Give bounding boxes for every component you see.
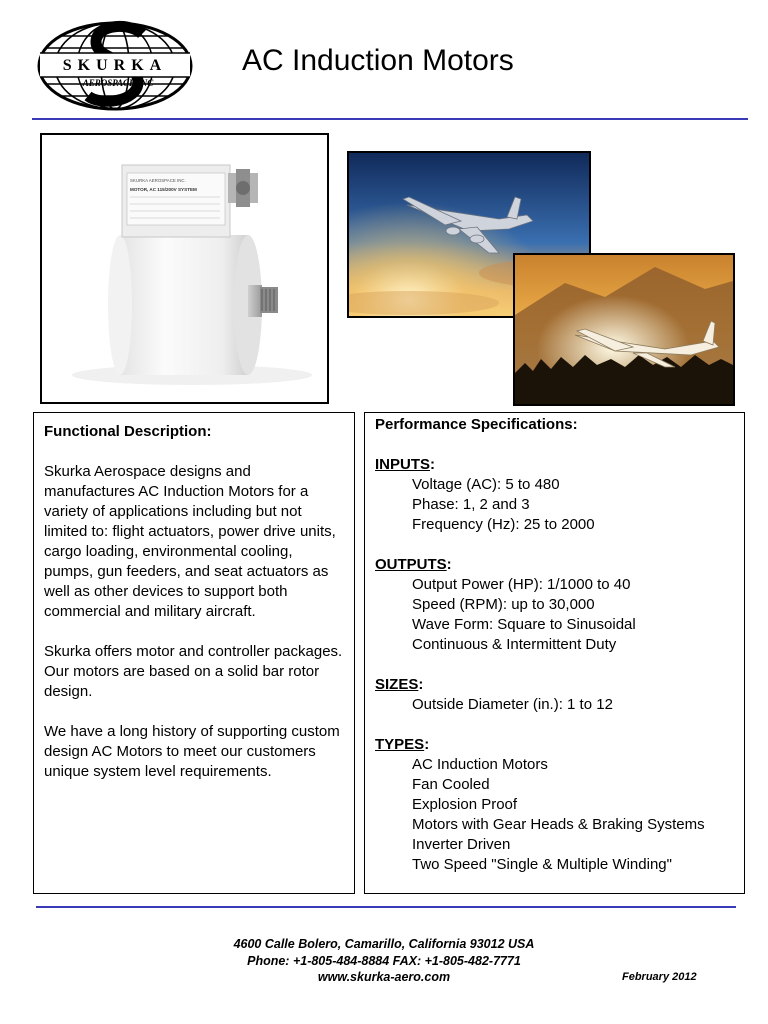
spec-item: Inverter Driven <box>412 836 511 853</box>
functional-description-box <box>33 412 355 894</box>
spec-item: Wave Form: Square to Sinusoidal <box>412 616 636 633</box>
spec-section-title: INPUTS: <box>375 456 436 473</box>
functional-paragraph: Skurka Aerospace designs and manufactures AC Induction Motors for a variety of applications including but not limited to: flight actuators, power drive units, cargo loading, environmental cooling, pumps, gun feeders, and seat actuators as well as other devices to support both commercial and military aircraft. <box>44 463 336 620</box>
spec-item: AC Induction Motors <box>412 756 548 773</box>
footer-phone: Phone: +1-805-484-8884 FAX: +1-805-482-7771 <box>247 954 521 968</box>
spec-item: Phase: 1, 2 and 3 <box>412 496 530 513</box>
label-line-1: SKURKA AEROSPACE INC. <box>130 178 186 183</box>
spec-section-title: SIZES: <box>375 676 424 693</box>
footer-website[interactable]: www.skurka-aero.com <box>317 970 451 984</box>
page-title: AC Induction Motors <box>242 44 514 77</box>
spec-item: Frequency (Hz): 25 to 2000 <box>412 516 595 533</box>
airplane-photo-2 <box>513 253 735 406</box>
spec-item: Continuous & Intermittent Duty <box>412 636 617 653</box>
functional-heading: Functional Description: <box>44 423 212 440</box>
spec-item: Voltage (AC): 5 to 480 <box>412 476 560 493</box>
spec-item: Fan Cooled <box>412 776 490 793</box>
spec-item: Motors with Gear Heads & Braking Systems <box>412 816 705 833</box>
logo-text: SKURKA <box>62 57 168 74</box>
performance-specifications-box <box>364 412 745 894</box>
footer-divider <box>36 906 736 908</box>
footer-address: 4600 Calle Bolero, Camarillo, California 93012 USA <box>233 937 535 951</box>
logo-subtext: AEROSPACE INC <box>82 78 154 88</box>
performance-heading: Performance Specifications: <box>375 416 578 433</box>
label-line-2: MOTOR, AC 115/200V SYSTEM <box>130 187 197 192</box>
spec-item: Speed (RPM): up to 30,000 <box>412 596 595 613</box>
footer-date: February 2012 <box>622 971 697 983</box>
functional-paragraph: We have a long history of supporting custom design AC Motors to meet our customers unique system level requirements. <box>44 723 340 780</box>
spec-item: Two Speed "Single & Multiple Winding" <box>412 856 672 873</box>
spec-section-title: TYPES: <box>375 736 430 753</box>
spec-item: Explosion Proof <box>412 796 518 813</box>
spec-item: Output Power (HP): 1/1000 to 40 <box>412 576 631 593</box>
spec-section-title: OUTPUTS: <box>375 556 452 573</box>
spec-item: Outside Diameter (in.): 1 to 12 <box>412 696 613 713</box>
motor-photo <box>40 133 329 404</box>
company-logo <box>34 20 196 112</box>
header-divider <box>32 118 748 120</box>
functional-paragraph: Skurka offers motor and controller packages. Our motors are based on a solid bar rotor design. <box>44 643 343 700</box>
